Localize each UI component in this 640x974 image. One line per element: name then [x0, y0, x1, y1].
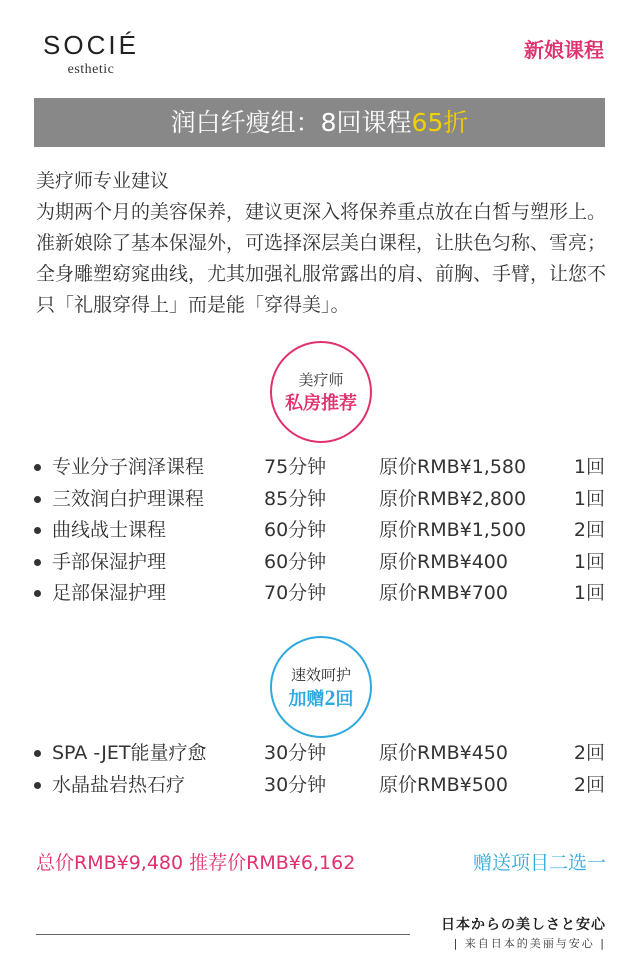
banner-title: 润白纤瘦组：8回课程: [170, 108, 412, 137]
total-price: 总价RMB¥9,480: [36, 852, 184, 874]
advice-body: 为期两个月的美容保养，建议更深入将保养重点放在白皙与塑形上。准新娘除了基本保湿外，可选择深层美白课程，让肤色匀称、雪亮；全身雕塑窈窕曲线，尤其加强礼服常露出的肩、前胸、手臂，让您不只「礼服穿得上」而是能「穿得美」。: [36, 201, 607, 316]
bonus-badge-number: 2: [324, 684, 336, 710]
bullet-icon: [34, 590, 41, 597]
bullet-icon: [34, 782, 41, 789]
price-summary: [36, 848, 355, 875]
slogan-chinese: | 来自日本的美丽与安心 |: [453, 937, 606, 950]
course-item: [34, 484, 609, 516]
course-name: 水晶盐岩热石疗: [52, 773, 186, 796]
course-name: 曲线战士课程: [52, 519, 167, 541]
course-name: 手部保湿护理: [52, 550, 167, 573]
bullet-icon: [34, 496, 41, 503]
advice-section: [36, 166, 606, 321]
logo-wordmark: SOCIÉ: [43, 30, 139, 60]
recommend-badge-bottom: 私房推荐: [285, 393, 357, 413]
advice-heading: 美疗师专业建议: [36, 170, 170, 192]
course-price: 原价RMB¥450: [379, 742, 508, 764]
bonus-course-item: [34, 738, 609, 770]
course-name: 三效润白护理课程: [52, 487, 205, 510]
bonus-course-list: [34, 738, 609, 801]
brand-logo: [36, 30, 146, 78]
bonus-badge: [270, 636, 372, 738]
bonus-badge-bottom: [289, 686, 354, 711]
course-duration: 60分钟: [264, 519, 327, 541]
course-duration: 75分钟: [264, 456, 327, 478]
recommend-badge: [270, 341, 372, 443]
recommend-badge-top: 美疗师: [298, 371, 344, 389]
slogan-japanese: 日本からの美しさと安心: [441, 917, 606, 933]
course-duration: 30分钟: [264, 742, 327, 764]
course-price: 原价RMB¥400: [379, 550, 508, 573]
course-count: 1回: [573, 487, 605, 510]
bullet-icon: [34, 464, 41, 471]
banner-discount: 65折: [411, 108, 469, 137]
bullet-icon: [34, 559, 41, 566]
course-count: 2回: [573, 742, 605, 764]
course-name: 专业分子润泽课程: [52, 456, 205, 478]
page-category-tag: 新娘课程: [524, 38, 604, 62]
course-list: [34, 452, 609, 610]
course-price: 原价RMB¥2,800: [379, 487, 527, 510]
bonus-course-item: [34, 770, 609, 802]
course-name: SPA -JET能量疗愈: [52, 742, 207, 764]
bonus-badge-top: 速效呵护: [290, 665, 351, 684]
course-count: 2回: [573, 519, 605, 541]
bonus-badge-pre: 加赠: [288, 688, 325, 709]
course-price: 原价RMB¥500: [379, 773, 508, 796]
gift-note: 赠送项目二选一: [472, 852, 606, 874]
course-price: 原价RMB¥1,500: [379, 519, 527, 541]
course-count: 2回: [573, 773, 605, 796]
bonus-badge-post: 回: [335, 688, 354, 709]
bullet-icon: [34, 750, 41, 757]
course-duration: 60分钟: [264, 550, 327, 573]
course-count: 1回: [573, 582, 605, 604]
course-duration: 70分钟: [264, 582, 327, 604]
footer-divider: [36, 934, 410, 935]
course-count: 1回: [573, 456, 605, 478]
course-duration: 30分钟: [264, 773, 327, 796]
course-item: [34, 547, 609, 579]
promo-banner: [34, 98, 605, 147]
course-count: 1回: [573, 550, 605, 573]
logo-subtitle: esthetic: [67, 62, 115, 77]
recommended-price: 推荐价RMB¥6,162: [189, 852, 356, 874]
course-price: 原价RMB¥1,580: [379, 456, 527, 478]
footer-slogan: [441, 916, 606, 952]
bullet-icon: [34, 527, 41, 534]
course-price: 原价RMB¥700: [379, 582, 508, 604]
course-item: [34, 578, 609, 610]
course-duration: 85分钟: [264, 487, 327, 510]
course-item: [34, 452, 609, 484]
course-name: 足部保湿护理: [52, 582, 167, 604]
course-item: [34, 515, 609, 547]
